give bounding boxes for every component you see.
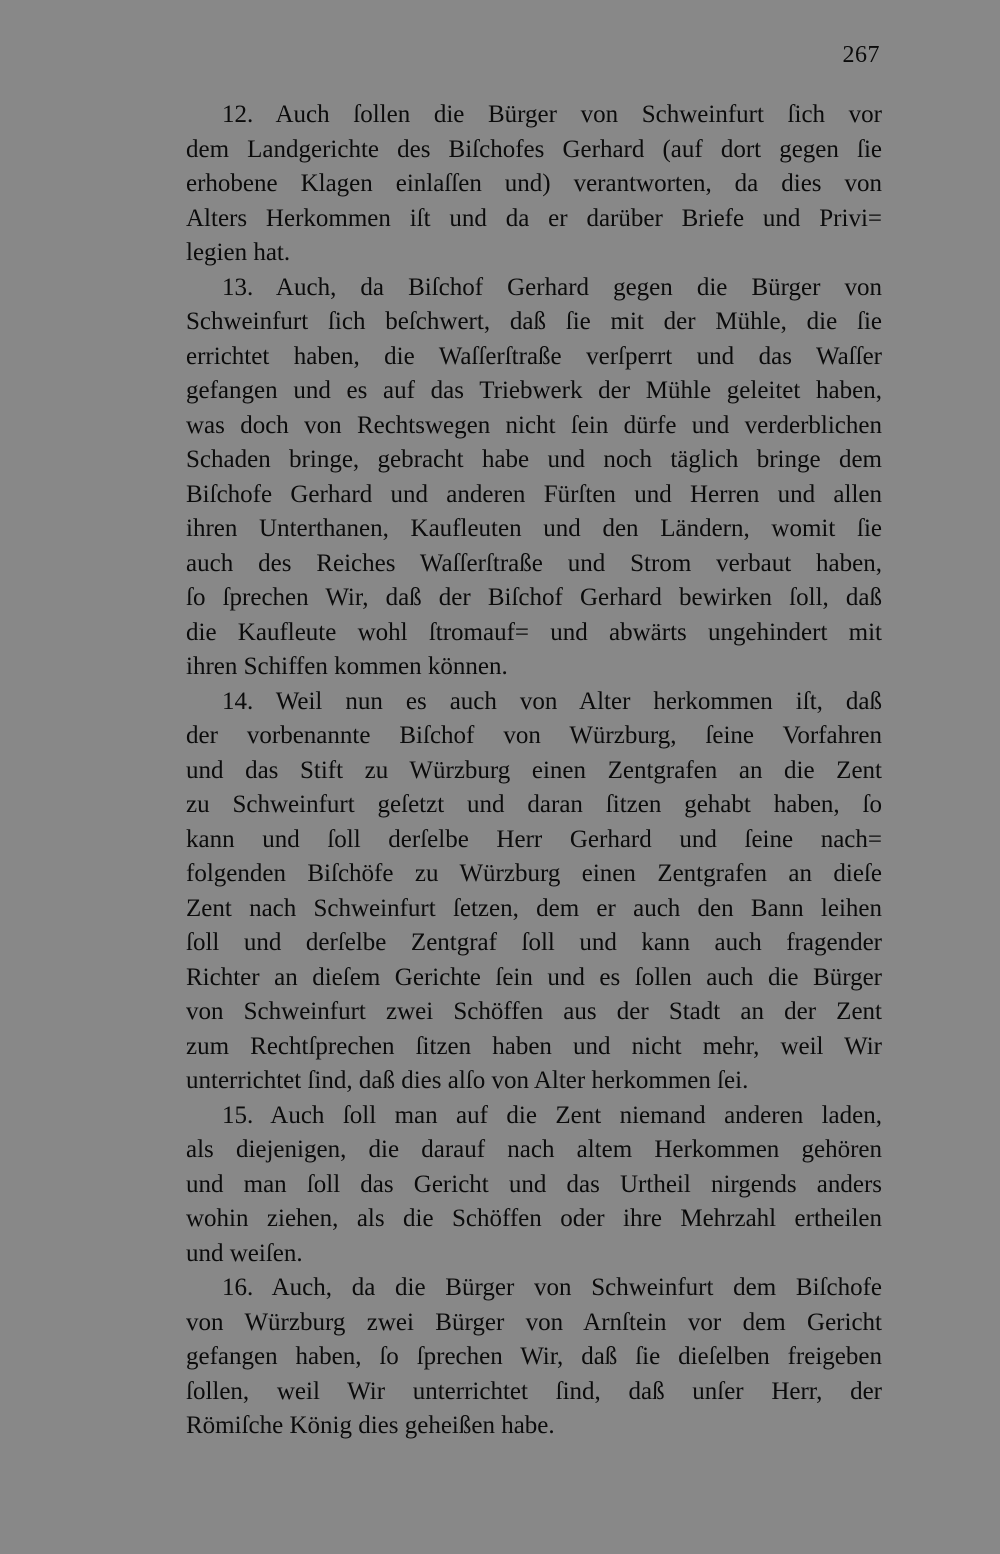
paragraph-13 [186,271,882,685]
text-line: wohin ziehen, als die Schöffen oder ihre Mehrzahl ertheilen [186,1205,882,1232]
text-line: Schweinfurt ſich beſchwert, daß ſie mit der Mühle, die ſie [186,308,882,335]
text-line: von Schweinfurt zwei Schöffen aus der Stadt an der Zent [186,998,882,1025]
text-line: kann und ſoll derſelbe Herr Gerhard und ſeine nach= [186,825,882,853]
text-line: 12. Auch ſollen die Bürger von Schweinfurt ſich vor [222,101,882,128]
text-line: errichtet haben, die Waſſerſtraße verſperrt und das Waſſer [186,342,882,370]
text-line: folgenden Biſchöfe zu Würzburg einen Zentgrafen an dieſe [186,860,882,887]
text-line: als diejenigen, die darauf nach altem Herkommen gehören [186,1136,882,1163]
text-line: 14. Weil nun es auch von Alter herkommen iſt, daß [222,687,882,715]
text-line: und man ſoll das Gericht und das Urtheil nirgends anders [186,1170,882,1198]
text-line: auch des Reiches Waſſerſtraße und Strom verbaut haben, [186,549,882,577]
text-line: und das Stift zu Würzburg einen Zentgrafen an die Zent [186,756,882,784]
text-line: ihren Schiffen kommen können. [186,653,508,680]
text-line: unterrichtet ſind, daß dies alſo von Alter herkommen ſei. [186,1067,749,1094]
text-line: gefangen haben, ſo ſprechen Wir, daß ſie dieſelben freigeben [186,1343,882,1370]
text-line: Schaden bringe, gebracht habe und noch täglich bringe dem [186,446,882,473]
text-line: Richter an dieſem Gerichte ſein und es ſollen auch die Bürger [186,963,882,991]
text-line: zum Rechtſprechen ſitzen haben und nicht mehr, weil Wir [186,1032,882,1060]
paragraph-12 [186,98,882,271]
text-line: ſoll und derſelbe Zentgraf ſoll und kann auch fragender [186,929,882,956]
text-line: 16. Auch, da die Bürger von Schweinfurt dem Biſchofe [222,1274,882,1301]
paragraph-16 [186,1271,882,1444]
text-line: von Würzburg zwei Bürger von Arnſtein vor dem Gericht [186,1308,882,1336]
text-line: ſollen, weil Wir unterrichtet ſind, daß unſer Herr, der [186,1377,882,1405]
text-line: gefangen und es auf das Triebwerk der Mühle geleitet haben, [186,377,882,404]
text-line: Biſchofe Gerhard und anderen Fürſten und Herren und allen [186,480,882,508]
text-line: ſo ſprechen Wir, daß der Biſchof Gerhard bewirken ſoll, daß [186,584,882,611]
paragraph-15 [186,1099,882,1272]
text-line: Römiſche König dies geheißen habe. [186,1412,555,1439]
text-line: Alters Herkommen iſt und da er darüber Briefe und Privi= [186,204,882,232]
text-line: legien hat. [186,239,291,266]
text-line: 15. Auch ſoll man auf die Zent niemand anderen laden, [222,1101,882,1129]
text-line: 13. Auch, da Biſchof Gerhard gegen die Bürger von [222,273,882,301]
text-line: ihren Unterthanen, Kaufleuten und den Ländern, womit ſie [186,515,882,542]
paragraph-14 [186,685,882,1099]
text-line: dem Landgerichte des Biſchofes Gerhard (auf dort gegen ſie [186,135,882,163]
text-line: und weiſen. [186,1239,303,1267]
text-line: Zent nach Schweinfurt ſetzen, dem er auch den Bann leihen [186,894,882,922]
text-line: die Kaufleute wohl ſtromauf= und abwärts ungehindert mit [186,618,882,646]
body-text [186,98,882,1444]
text-line: was doch von Rechtswegen nicht ſein dürfe und verderblichen [186,411,882,439]
text-line: der vorbenannte Biſchof von Würzburg, ſeine Vorfahren [186,722,882,749]
text-line: zu Schweinfurt geſetzt und daran ſitzen gehabt haben, ſo [186,791,882,818]
text-line: erhobene Klagen einlaſſen und) verantworten, da dies von [186,170,882,197]
page-number: 267 [842,42,880,68]
